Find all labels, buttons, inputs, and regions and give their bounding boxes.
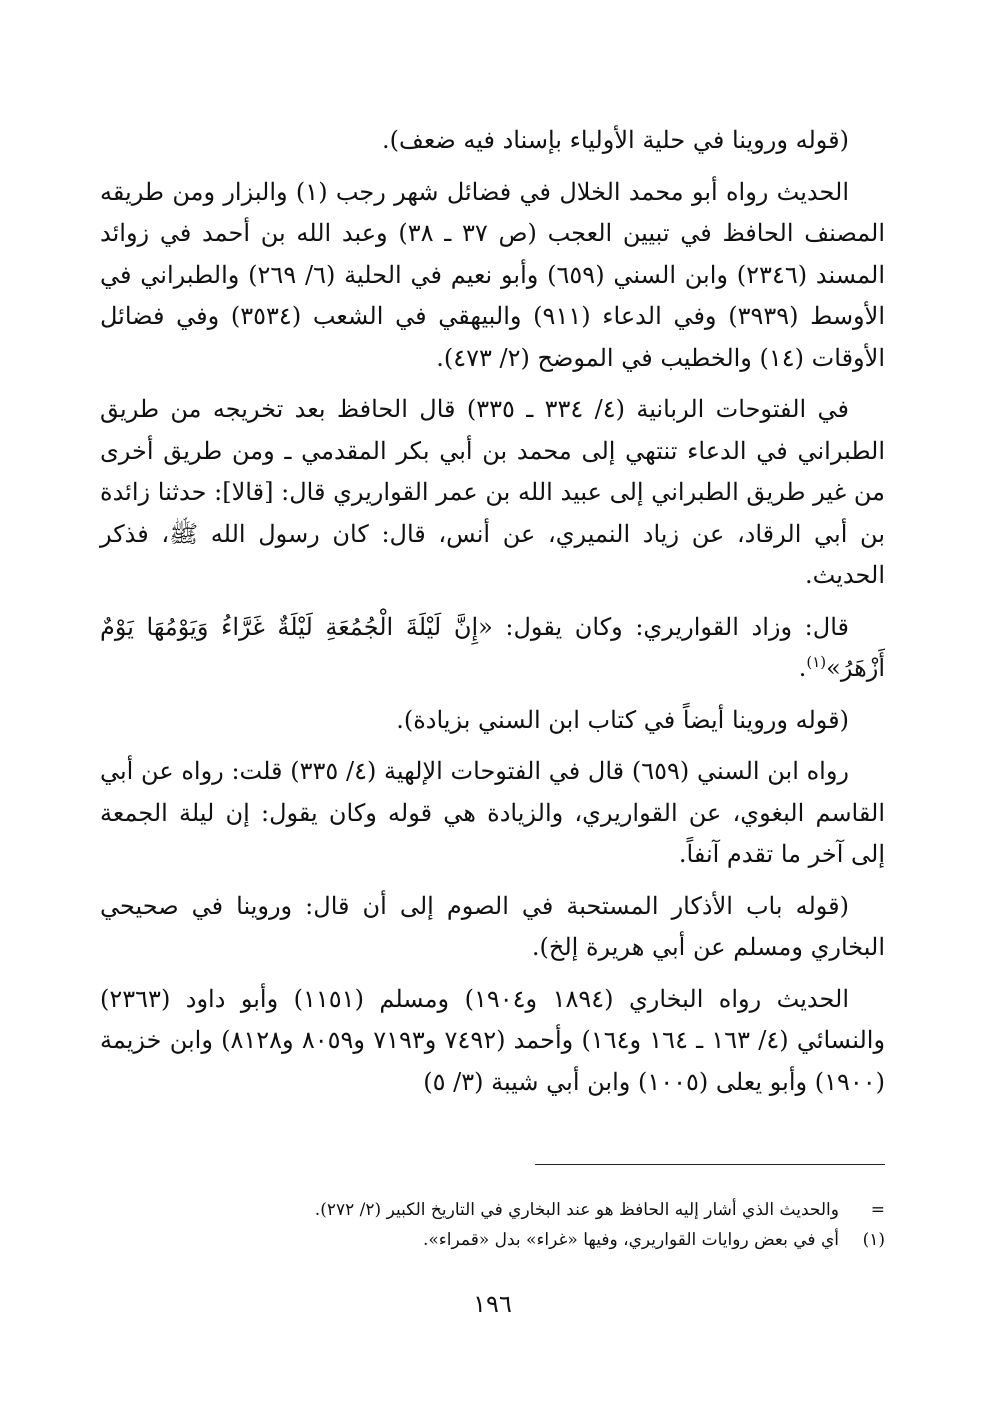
paragraph-text: الحديث رواه أبو محمد الخلال في فضائل شهر رجب (١) والبزار ومن طريقه المصنف الحافظ في تبيين العجب (ص ٣٧ ـ ٣٨) وعبد الله بن أحمد في زوائد المسند (٢٣٤٦) وابن السني (٦٥٩) وأبو نعيم في الحلية (٦/ ٢٦٩) والطبراني في الأوسط (٣٩٣٩) وفي الدعاء (٩١١) والبيهقي في الشعب (٣٥٣٤) وفي فضائل الأوقات (١٤) والخطيب في الموضح (٢/ ٤٧٣). bbox=[100, 177, 886, 372]
footnote-continuation bbox=[100, 1195, 885, 1225]
paragraph-text: (قوله باب الأذكار المستحبة في الصوم إلى أن قال: وروينا في صحيحي البخاري ومسلم عن أبي هريرة إلخ). bbox=[100, 891, 885, 961]
paragraph-text: في الفتوحات الربانية (٤/ ٣٣٤ ـ ٣٣٥) قال الحافظ بعد تخريجه من طريق الطبراني في الدعاء تنتهي إلى محمد بن أبي بكر المقدمي ـ ومن طريق أخرى من غير طريق الطبراني إلى عبيد الله بن عمر القواريري قال: [قالا]: حدثنا زائدة بن أبي الرقاد، عن زياد النميري، عن أنس، قال: كان رسول الله ﷺ، فذكر الحديث. bbox=[100, 395, 885, 589]
paragraph-futuhat bbox=[100, 389, 885, 597]
footnote-text: والحديث الذي أشار إليه الحافظ هو عند البخاري في التاريخ الكبير (٢/ ٢٧٢). bbox=[314, 1200, 839, 1220]
footnote-text: أي في بعض روايات القواريري، وفيها «غراء» بدل «قمراء». bbox=[422, 1230, 839, 1250]
paragraph-text: قال: وزاد القواريري: وكان يقول: «إِنَّ لَيْلَةَ الْجُمُعَةِ لَيْلَةٌ غَرَّاءُ وَيَوْمُهَا يَوْمٌ أَزْهَرُ» bbox=[100, 612, 885, 682]
paragraph-quote-fasting-adhkar bbox=[100, 886, 885, 969]
paragraph-quote-hilya bbox=[100, 120, 885, 162]
paragraph-quote-ibn-sunni bbox=[100, 700, 885, 742]
paragraph-text: (قوله وروينا في حلية الأولياء بإسناد فيه ضعف). bbox=[381, 126, 849, 154]
paragraph-text: (قوله وروينا أيضاً في كتاب ابن السني بزيادة). bbox=[396, 705, 849, 734]
paragraph-text: رواه ابن السني (٦٥٩) قال في الفتوحات الإلهية (٤/ ٣٣٥) قلت: رواه عن أبي القاسم البغوي، عن القواريري، والزيادة هي قوله وكان يقول: إن ليلة الجمعة إلى آخر ما تقدم آنفاً. bbox=[100, 757, 885, 868]
paragraph-tail: . bbox=[798, 654, 807, 682]
paragraph-text: الحديث رواه البخاري (١٨٩٤ و١٩٠٤) ومسلم (١١٥١) وأبو داود (٢٣٦٣) والنسائي (٤/ ١٦٣ ـ ١٦٤ و١٦٤) وأحمد (٧٤٩٢ و٧١٩٣ و٨٠٥٩ و٨١٢٨) وابن خزيمة (١٩٠٠) وأبو يعلى (١٠٠٥) وابن أبي شيبة (٣/ ٥) bbox=[100, 984, 886, 1096]
footnote-1 bbox=[100, 1225, 885, 1255]
paragraph-hadith-sources bbox=[100, 172, 885, 380]
footnote-reference[interactable]: (١) bbox=[806, 653, 827, 671]
page-number: ١٩٦ bbox=[473, 1290, 512, 1318]
paragraph-bukhari-sources bbox=[100, 979, 885, 1104]
paragraph-qawariri-addition bbox=[100, 607, 885, 690]
footnote-marker: = bbox=[870, 1200, 885, 1220]
footnote-marker: (١) bbox=[862, 1230, 885, 1250]
footnote-divider bbox=[535, 1164, 885, 1165]
paragraph-ibn-sunni-source bbox=[100, 751, 885, 876]
footnotes bbox=[100, 1195, 885, 1255]
main-text bbox=[100, 120, 885, 1113]
